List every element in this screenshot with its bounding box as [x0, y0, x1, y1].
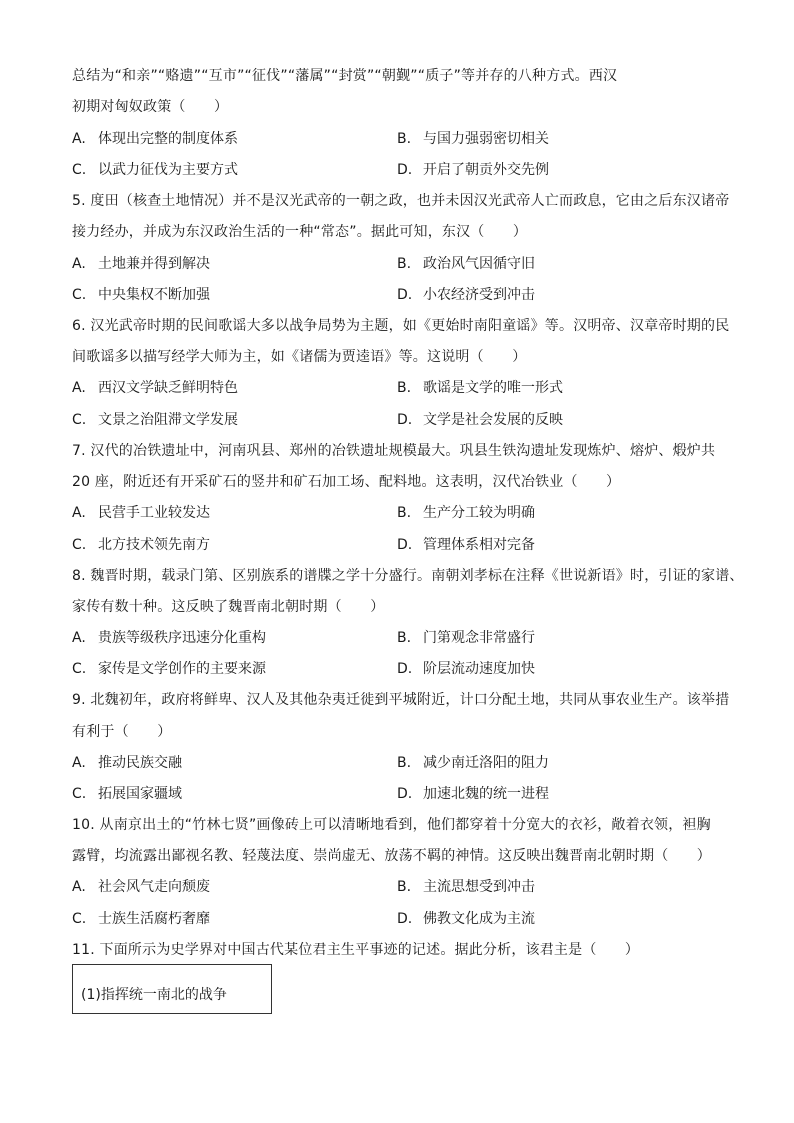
q9-stem-line-2: 有利于（ ）	[72, 724, 172, 740]
q8-option-c[interactable]: C. 家传是文学创作的主要来源	[72, 661, 266, 677]
q4-option-c[interactable]: C. 以武力征伐为主要方式	[72, 162, 238, 178]
q10-stem-line-2: 露臂，均流露出鄙视名教、轻蔑法度、崇尚虚无、放荡不羁的神情。这反映出魏晋南北朝时期（ ）	[72, 848, 711, 864]
q9-option-d[interactable]: D. 加速北魏的统一进程	[397, 786, 549, 802]
q11-box-item: (1)指挥统一南北的战争	[81, 987, 227, 1003]
q7-option-c[interactable]: C. 北方技术领先南方	[72, 537, 210, 553]
q6-option-a[interactable]: A. 西汉文学缺乏鲜明特色	[72, 380, 238, 396]
q10-option-d[interactable]: D. 佛教文化成为主流	[397, 911, 535, 927]
q11-material-box	[72, 964, 272, 1014]
q5-option-d[interactable]: D. 小农经济受到冲击	[397, 287, 535, 303]
q5-stem-line-2: 接力经办，并成为东汉政治生活的一种“常态”。据此可知，东汉（ ）	[72, 224, 528, 240]
q7-option-b[interactable]: B. 生产分工较为明确	[397, 505, 535, 521]
q8-option-d[interactable]: D. 阶层流动速度加快	[397, 661, 535, 677]
q8-option-a[interactable]: A. 贵族等级秩序迅速分化重构	[72, 630, 266, 646]
q4-option-a[interactable]: A. 体现出完整的制度体系	[72, 131, 238, 147]
q5-stem-line-1: 5. 度田（核查土地情况）并不是汉光武帝的一朝之政，也并未因汉光武帝人亡而政息，它由之后东汉诸帝	[72, 193, 730, 209]
q10-option-c[interactable]: C. 士族生活腐朽奢靡	[72, 911, 210, 927]
q7-stem-line-1: 7. 汉代的冶铁遗址中，河南巩县、郑州的冶铁遗址规模最大。巩县生铁沟遗址发现炼炉、熔炉、煅炉共	[72, 443, 716, 459]
q4-stem-line-2: 初期对匈奴政策（ ）	[72, 99, 229, 115]
q4-stem-line-1: 总结为“和亲”“赂遗”“互市”“征伐”“藩属”“封赏”“朝觐”“质子”等并存的八种方式。西汉	[72, 68, 618, 84]
q11-stem-line-1: 11. 下面所示为史学界对中国古代某位君主生平事迹的记述。据此分析，该君主是（ ）	[72, 942, 640, 958]
q5-option-c[interactable]: C. 中央集权不断加强	[72, 287, 210, 303]
q9-option-a[interactable]: A. 推动民族交融	[72, 755, 182, 771]
q9-option-b[interactable]: B. 减少南迁洛阳的阻力	[397, 755, 549, 771]
q9-option-c[interactable]: C. 拓展国家疆域	[72, 786, 182, 802]
q6-stem-line-2: 间歌谣多以描写经学大师为主，如《诸儒为贾逵语》等。这说明（ ）	[72, 349, 527, 365]
q9-stem-line-1: 9. 北魏初年，政府将鲜卑、汉人及其他杂夷迁徙到平城附近，计口分配土地，共同从事农业生产。该举措	[72, 692, 730, 708]
q6-option-b[interactable]: B. 歌谣是文学的唯一形式	[397, 380, 563, 396]
q10-option-a[interactable]: A. 社会风气走向颓废	[72, 879, 210, 895]
q4-option-d[interactable]: D. 开启了朝贡外交先例	[397, 162, 549, 178]
q10-stem-line-1: 10. 从南京出土的“竹林七贤”画像砖上可以清晰地看到，他们都穿着十分宽大的衣衫，敞着衣领，袒胸	[72, 817, 711, 833]
q5-option-a[interactable]: A. 土地兼并得到解决	[72, 256, 210, 272]
q6-option-d[interactable]: D. 文学是社会发展的反映	[397, 412, 563, 428]
q7-option-a[interactable]: A. 民营手工业较发达	[72, 505, 210, 521]
q8-stem-line-2: 家传有数十种。这反映了魏晋南北朝时期（ ）	[72, 599, 385, 615]
q7-stem-line-2: 20 座，附近还有开采矿石的竖井和矿石加工场、配料地。这表明，汉代冶铁业（ ）	[72, 474, 621, 490]
q8-option-b[interactable]: B. 门第观念非常盛行	[397, 630, 535, 646]
q4-option-b[interactable]: B. 与国力强弱密切相关	[397, 131, 549, 147]
q10-option-b[interactable]: B. 主流思想受到冲击	[397, 879, 535, 895]
q5-option-b[interactable]: B. 政治风气因循守旧	[397, 256, 535, 272]
q6-stem-line-1: 6. 汉光武帝时期的民间歌谣大多以战争局势为主题，如《更始时南阳童谣》等。汉明帝、汉章帝时期的民	[72, 318, 730, 334]
q7-option-d[interactable]: D. 管理体系相对完备	[397, 537, 535, 553]
q6-option-c[interactable]: C. 文景之治阻滞文学发展	[72, 412, 238, 428]
q8-stem-line-1: 8. 魏晋时期，载录门第、区别族系的谱牒之学十分盛行。南朝刘孝标在注释《世说新语》时，引证的家谱、	[72, 568, 744, 584]
